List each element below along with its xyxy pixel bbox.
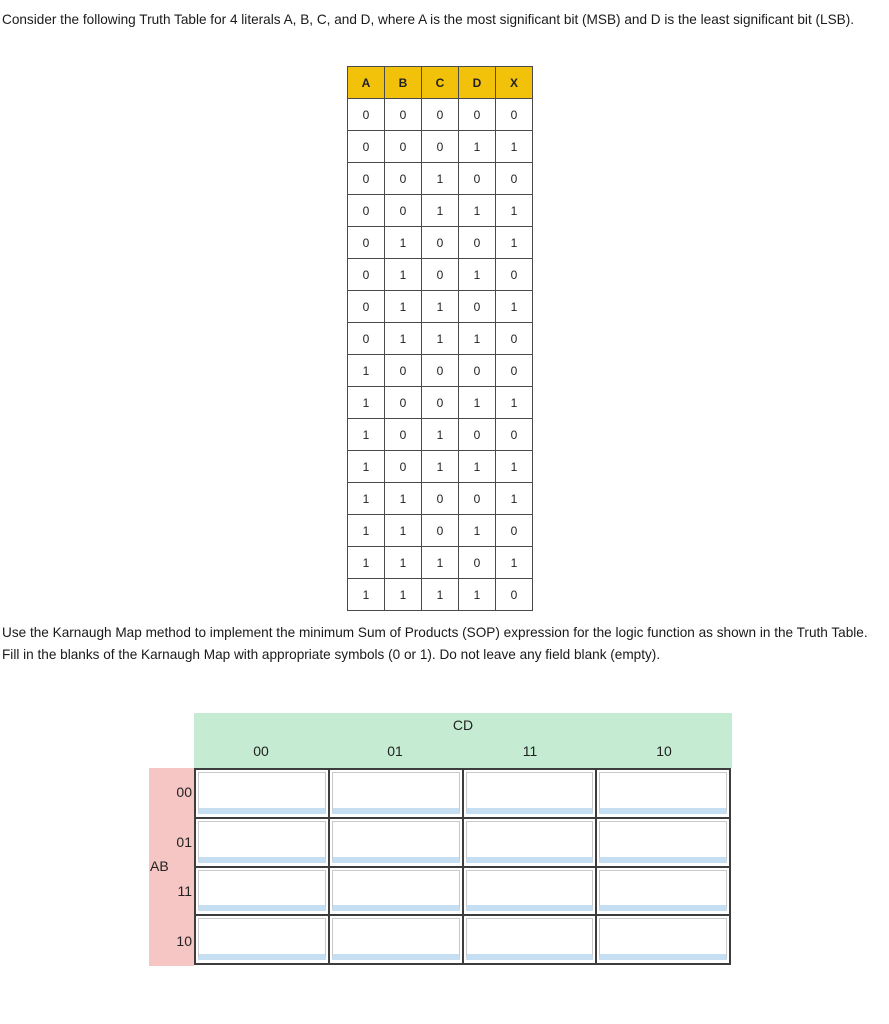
kmap-cell: [596, 915, 730, 964]
truth-table-cell-b: 1: [385, 291, 422, 323]
truth-table: [347, 66, 533, 611]
kmap-input-ab01-cd10[interactable]: [599, 821, 727, 863]
truth-table-cell-c: 1: [422, 163, 459, 195]
header-b: B: [385, 67, 422, 99]
header-d: D: [459, 67, 496, 99]
kmap-col-10: 10: [656, 743, 672, 759]
truth-table-cell-d: 1: [459, 259, 496, 291]
header-c: C: [422, 67, 459, 99]
truth-table-cell-d: 1: [459, 323, 496, 355]
kmap-input-ab11-cd11[interactable]: [466, 870, 594, 912]
truth-table-cell-a: 0: [348, 323, 385, 355]
truth-table-cell-x: 0: [496, 259, 533, 291]
truth-table-cell-b: 1: [385, 227, 422, 259]
kmap-column-header: [194, 713, 732, 768]
truth-table-cell-a: 0: [348, 291, 385, 323]
kmap-cell: [329, 818, 463, 867]
truth-table-cell-b: 1: [385, 515, 422, 547]
truth-table-row: [348, 355, 533, 387]
truth-table-cell-b: 0: [385, 451, 422, 483]
kmap-input-ab10-cd10[interactable]: [599, 918, 727, 960]
truth-table-cell-d: 1: [459, 579, 496, 611]
truth-table-cell-a: 1: [348, 451, 385, 483]
kmap-cell: [195, 769, 329, 818]
truth-table-row: [348, 451, 533, 483]
truth-table-cell-c: 0: [422, 515, 459, 547]
truth-table-cell-c: 0: [422, 227, 459, 259]
kmap-cell: [329, 769, 463, 818]
truth-table-cell-c: 1: [422, 195, 459, 227]
kmap-input-ab01-cd00[interactable]: [198, 821, 326, 863]
truth-table-cell-d: 0: [459, 419, 496, 451]
truth-table-header-row: [348, 67, 533, 99]
truth-table-row: [348, 131, 533, 163]
truth-table-cell-a: 1: [348, 387, 385, 419]
truth-table-cell-d: 0: [459, 547, 496, 579]
truth-table-cell-a: 1: [348, 515, 385, 547]
truth-table-cell-a: 1: [348, 483, 385, 515]
truth-table-row: [348, 547, 533, 579]
truth-table-cell-x: 0: [496, 355, 533, 387]
truth-table-cell-a: 0: [348, 99, 385, 131]
truth-table-cell-c: 0: [422, 131, 459, 163]
truth-table-cell-a: 1: [348, 579, 385, 611]
truth-table-cell-b: 0: [385, 387, 422, 419]
truth-table-row: [348, 579, 533, 611]
kmap-input-ab01-cd01[interactable]: [332, 821, 460, 863]
truth-table-row: [348, 387, 533, 419]
kmap-input-ab11-cd10[interactable]: [599, 870, 727, 912]
truth-table-cell-b: 0: [385, 419, 422, 451]
truth-table-cell-d: 0: [459, 291, 496, 323]
truth-table-cell-b: 0: [385, 99, 422, 131]
truth-table-cell-c: 0: [422, 483, 459, 515]
truth-table-cell-b: 1: [385, 579, 422, 611]
kmap-cell: [463, 867, 597, 916]
truth-table-cell-a: 0: [348, 195, 385, 227]
truth-table-cell-x: 0: [496, 579, 533, 611]
truth-table-row: [348, 195, 533, 227]
truth-table-cell-a: 1: [348, 547, 385, 579]
truth-table-cell-x: 0: [496, 323, 533, 355]
truth-table-row: [348, 323, 533, 355]
kmap-input-ab10-cd11[interactable]: [466, 918, 594, 960]
kmap-cell: [596, 769, 730, 818]
kmap-row-10: 10: [176, 933, 192, 949]
truth-table-cell-x: 0: [496, 419, 533, 451]
truth-table-cell-x: 1: [496, 387, 533, 419]
truth-table-cell-c: 1: [422, 291, 459, 323]
truth-table-cell-d: 0: [459, 99, 496, 131]
kmap-input-ab11-cd01[interactable]: [332, 870, 460, 912]
truth-table-cell-b: 1: [385, 259, 422, 291]
truth-table-cell-d: 0: [459, 227, 496, 259]
truth-table-cell-c: 1: [422, 579, 459, 611]
truth-table-row: [348, 259, 533, 291]
kmap-col-11: 11: [522, 743, 538, 759]
kmap-cell: [596, 818, 730, 867]
kmap-cell: [329, 915, 463, 964]
truth-table-cell-x: 0: [496, 163, 533, 195]
truth-table-cell-c: 1: [422, 323, 459, 355]
truth-table-cell-d: 1: [459, 451, 496, 483]
truth-table-row: [348, 483, 533, 515]
truth-table-cell-a: 0: [348, 259, 385, 291]
truth-table-cell-b: 1: [385, 547, 422, 579]
truth-table-cell-b: 1: [385, 323, 422, 355]
truth-table-cell-d: 0: [459, 355, 496, 387]
truth-table-cell-c: 0: [422, 259, 459, 291]
truth-table-cell-a: 0: [348, 163, 385, 195]
truth-table-row: [348, 419, 533, 451]
kmap-input-ab01-cd11[interactable]: [466, 821, 594, 863]
kmap-cell: [329, 867, 463, 916]
kmap-input-ab00-cd11[interactable]: [466, 772, 594, 814]
truth-table-cell-c: 1: [422, 451, 459, 483]
instruction-text: Use the Karnaugh Map method to implement the minimum Sum of Products (SOP) expression for the logic function as shown in the Truth Table. Fill in the blanks of the Karnaugh Map with appropriate symbols (0 or 1). Do not leave any field blank (empty).: [2, 625, 868, 662]
truth-table-row: [348, 99, 533, 131]
truth-table-cell-d: 1: [459, 387, 496, 419]
kmap-col-00: 00: [253, 743, 269, 759]
truth-table-cell-c: 1: [422, 547, 459, 579]
truth-table-cell-b: 1: [385, 483, 422, 515]
cd-variable-label: CD: [452, 717, 474, 733]
truth-table-cell-a: 0: [348, 227, 385, 259]
kmap-col-01: 01: [387, 743, 403, 759]
truth-table-cell-x: 1: [496, 131, 533, 163]
kmap-cell: [195, 867, 329, 916]
truth-table-cell-x: 0: [496, 515, 533, 547]
truth-table-cell-x: 1: [496, 227, 533, 259]
truth-table-cell-a: 1: [348, 419, 385, 451]
ab-variable-label: AB: [150, 858, 169, 874]
truth-table-row: [348, 227, 533, 259]
kmap-cell: [463, 818, 597, 867]
kmap-input-ab10-cd01[interactable]: [332, 918, 460, 960]
kmap-row-01: 01: [176, 834, 192, 850]
intro-text: Consider the following Truth Table for 4 literals A, B, C, and D, where A is the most significant bit (MSB) and D is the least significant bit (LSB).: [2, 12, 855, 27]
kmap-cell: [195, 818, 329, 867]
truth-table-cell-d: 0: [459, 483, 496, 515]
kmap-input-ab11-cd00[interactable]: [198, 870, 326, 912]
truth-table-cell-a: 1: [348, 355, 385, 387]
kmap-cell: [195, 915, 329, 964]
truth-table-cell-b: 0: [385, 163, 422, 195]
truth-table-cell-b: 0: [385, 131, 422, 163]
header-x: X: [496, 67, 533, 99]
truth-table-row: [348, 163, 533, 195]
truth-table-cell-b: 0: [385, 355, 422, 387]
truth-table-cell-a: 0: [348, 131, 385, 163]
kmap-input-ab00-cd00[interactable]: [198, 772, 326, 814]
kmap-row-00: 00: [176, 784, 192, 800]
kmap-cell: [463, 769, 597, 818]
truth-table-cell-d: 1: [459, 131, 496, 163]
kmap-row-11: 11: [177, 883, 192, 899]
truth-table-row: [348, 291, 533, 323]
truth-table-cell-c: 0: [422, 99, 459, 131]
header-a: A: [348, 67, 385, 99]
truth-table-cell-b: 0: [385, 195, 422, 227]
truth-table-cell-c: 0: [422, 355, 459, 387]
truth-table-cell-d: 0: [459, 163, 496, 195]
kmap-input-ab10-cd00[interactable]: [198, 918, 326, 960]
truth-table-cell-c: 1: [422, 419, 459, 451]
truth-table-cell-d: 1: [459, 515, 496, 547]
kmap-grid: [194, 768, 731, 965]
truth-table-cell-x: 0: [496, 99, 533, 131]
kmap-cell: [463, 915, 597, 964]
truth-table-cell-x: 1: [496, 483, 533, 515]
kmap-input-ab00-cd10[interactable]: [599, 772, 727, 814]
truth-table-cell-c: 0: [422, 387, 459, 419]
truth-table-cell-x: 1: [496, 451, 533, 483]
truth-table-cell-x: 1: [496, 291, 533, 323]
kmap-cell: [596, 867, 730, 916]
truth-table-cell-x: 1: [496, 547, 533, 579]
truth-table-cell-d: 1: [459, 195, 496, 227]
kmap-input-ab00-cd01[interactable]: [332, 772, 460, 814]
truth-table-cell-x: 1: [496, 195, 533, 227]
truth-table-row: [348, 515, 533, 547]
